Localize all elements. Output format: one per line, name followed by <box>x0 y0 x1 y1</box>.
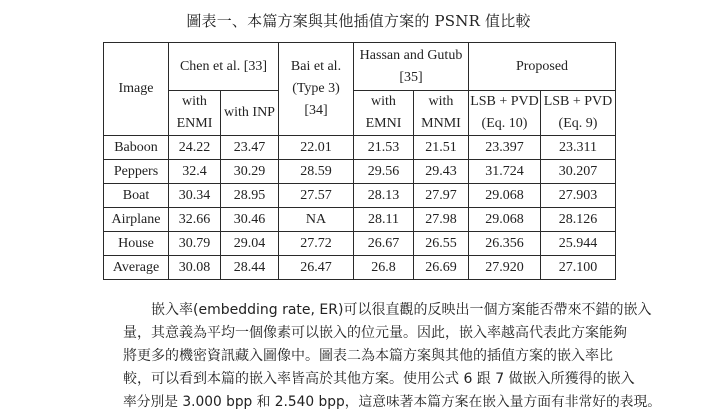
table-row <box>104 208 616 232</box>
cell-proposed-eq10: 31.724 <box>469 160 541 184</box>
cell-bai: 28.59 <box>279 160 354 184</box>
header-bai <box>279 43 354 136</box>
cell-chen-enmi: 30.08 <box>169 256 221 280</box>
header-chen-enmi <box>169 91 221 136</box>
table-row <box>104 256 616 280</box>
cell-proposed-eq9: 30.207 <box>541 160 616 184</box>
header-hassan-emni: with EMNI <box>354 91 414 136</box>
cell-bai: 27.57 <box>279 184 354 208</box>
cell-hassan-emni: 21.53 <box>354 136 414 160</box>
header-hassan-mnmi-line-1: with <box>428 94 454 109</box>
cell-image: Peppers <box>104 160 169 184</box>
cell-proposed-eq10: 27.920 <box>469 256 541 280</box>
paragraph-line: 較，可以看到本篇的嵌入率皆高於其他方案。使用公式 6 跟 7 做嵌入所獲得的嵌入 <box>123 371 635 387</box>
paragraph-line: 嵌入率(embedding rate, ER)可以很直觀的反映出一個方案能否帶來不錯的嵌入 <box>151 302 652 318</box>
cell-proposed-eq9: 28.126 <box>541 208 616 232</box>
header-bai-line-3: [34] <box>304 103 328 118</box>
cell-proposed-eq9: 25.944 <box>541 232 616 256</box>
cell-proposed-eq10: 23.397 <box>469 136 541 160</box>
header-eq9-line-2: (Eq. 9) <box>558 116 598 131</box>
cell-chen-inp: 28.44 <box>221 256 279 280</box>
header-chen-inp: with INP <box>221 91 279 136</box>
header-hassan-mnmi <box>414 91 469 136</box>
cell-bai: 26.47 <box>279 256 354 280</box>
table-header-row-2 <box>104 91 616 136</box>
paragraph-line: 量，其意義為平均一個像素可以嵌入的位元量。因此，嵌入率越高代表此方案能夠 <box>123 325 627 341</box>
cell-hassan-emni: 28.11 <box>354 208 414 232</box>
cell-hassan-emni: 26.8 <box>354 256 414 280</box>
header-chen: Chen et al. [33] <box>169 43 279 91</box>
cell-image: Baboon <box>104 136 169 160</box>
header-bai-line-2: (Type 3) <box>292 81 340 96</box>
cell-proposed-eq9: 27.100 <box>541 256 616 280</box>
header-chen-enmi-line-2: ENMI <box>176 116 213 131</box>
table-row <box>104 232 616 256</box>
cell-hassan-emni: 28.13 <box>354 184 414 208</box>
cell-hassan-emni: 29.56 <box>354 160 414 184</box>
cell-hassan-mnmi: 26.55 <box>414 232 469 256</box>
body-paragraph <box>123 299 663 414</box>
header-hassan-line-2: [35] <box>399 69 423 85</box>
cell-hassan-mnmi: 21.51 <box>414 136 469 160</box>
header-eq10-line-2: (Eq. 10) <box>481 116 528 131</box>
cell-image: Boat <box>104 184 169 208</box>
table-row <box>104 160 616 184</box>
cell-image: Average <box>104 256 169 280</box>
header-proposed-eq10 <box>469 91 541 136</box>
cell-chen-enmi: 24.22 <box>169 136 221 160</box>
cell-bai: NA <box>279 208 354 232</box>
cell-proposed-eq10: 26.356 <box>469 232 541 256</box>
psnr-comparison-table <box>103 42 616 280</box>
header-eq9-line-1: LSB + PVD <box>543 94 613 109</box>
cell-chen-enmi: 32.4 <box>169 160 221 184</box>
cell-chen-enmi: 32.66 <box>169 208 221 232</box>
cell-image: Airplane <box>104 208 169 232</box>
psnr-table-container <box>103 42 615 280</box>
cell-chen-enmi: 30.79 <box>169 232 221 256</box>
cell-chen-enmi: 30.34 <box>169 184 221 208</box>
cell-chen-inp: 28.95 <box>221 184 279 208</box>
header-eq10-line-1: LSB + PVD <box>470 94 539 109</box>
header-hassan <box>354 43 469 91</box>
table-header-row-1 <box>104 43 616 91</box>
header-chen-enmi-line-1: with <box>182 94 207 109</box>
cell-bai: 22.01 <box>279 136 354 160</box>
cell-chen-inp: 29.04 <box>221 232 279 256</box>
table-row <box>104 136 616 160</box>
cell-proposed-eq9: 27.903 <box>541 184 616 208</box>
cell-hassan-mnmi: 29.43 <box>414 160 469 184</box>
header-proposed-eq9 <box>541 91 616 136</box>
table-row <box>104 184 616 208</box>
cell-bai: 27.72 <box>279 232 354 256</box>
cell-proposed-eq10: 29.068 <box>469 208 541 232</box>
cell-proposed-eq10: 29.068 <box>469 184 541 208</box>
paragraph-line: 率分別是 3.000 bpp 和 2.540 bpp，這意味著本篇方案在嵌入量方面有非常好的表現。 <box>123 394 661 410</box>
header-image: Image <box>104 43 169 136</box>
header-bai-line-1: Bai et al. <box>290 59 342 74</box>
cell-chen-inp: 30.46 <box>221 208 279 232</box>
cell-chen-inp: 30.29 <box>221 160 279 184</box>
cell-proposed-eq9: 23.311 <box>541 136 616 160</box>
paragraph-line: 將更多的機密資訊藏入圖像中。圖表二為本篇方案與其他的插值方案的嵌入率比 <box>123 348 613 364</box>
cell-hassan-mnmi: 26.69 <box>414 256 469 280</box>
cell-chen-inp: 23.47 <box>221 136 279 160</box>
cell-hassan-emni: 26.67 <box>354 232 414 256</box>
header-hassan-mnmi-line-2: MNMI <box>421 116 461 131</box>
header-proposed: Proposed <box>469 43 616 91</box>
cell-hassan-mnmi: 27.97 <box>414 184 469 208</box>
table-caption: 圖表一、本篇方案與其他插值方案的 PSNR 值比較 <box>186 12 531 30</box>
cell-hassan-mnmi: 27.98 <box>414 208 469 232</box>
cell-image: House <box>104 232 169 256</box>
header-hassan-line-1: Hassan and Gutub <box>359 47 463 63</box>
